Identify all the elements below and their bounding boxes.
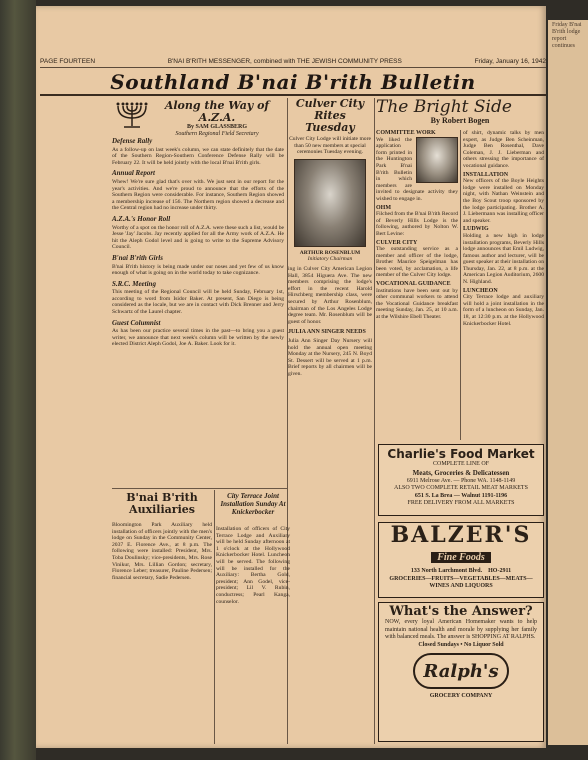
column-divider: [460, 130, 461, 440]
page-number: PAGE FOURTEEN: [40, 58, 96, 65]
ad-line: 651 S. La Brea — Walnut 1191-1196: [414, 492, 508, 499]
section-text: B'nai B'rith history is being made under our noses and yet few of us know enough of what is going on in the world today to take cognizance.: [112, 263, 284, 277]
bright-side-title: The Bright Side: [376, 97, 512, 117]
section-heading: LUDWIG: [463, 226, 489, 233]
ralphs-logo: Ralph's: [413, 653, 509, 689]
divider: [112, 488, 288, 489]
section-text: New officers of the Boyle Heights lodge were installed on Monday night, with Nathan Weinstein and the Boy Scout troop sponsored by the lodge participating. Brother A. J. Liebermann was installing officer and speaker.: [463, 178, 544, 224]
section-text: of shirt, dynamic talks by men expert, as Judge Ben Scheinman, Judge Ben Rosenthal, Dave Coleman, J. J. Lieberman and others stressing the importance of vocational guidance.: [463, 130, 544, 169]
section-heading: Guest Columnist: [112, 318, 161, 327]
ad-title: Charlie's Food Market: [387, 447, 535, 461]
terrace-title: City Terrace Joint Installation Sunday At Knickerbocker: [220, 492, 286, 516]
section-text: The outstanding service as a member and officer of the lodge, Brother Maurice Speigelman has been voted, by acclamation, a life member of the Culver City lodge.: [376, 246, 458, 279]
column-divider: [214, 490, 215, 744]
ad-line: 6911 Melrose Ave. — Phone WA. 1148-1149: [406, 477, 516, 484]
masthead-title: Southland B'nai B'rith Bulletin: [40, 70, 546, 96]
section-heading: A.Z.A.'s Honor Roll: [112, 214, 171, 223]
section-text: This meeting of the Regional Council will be held Sunday, February 1st, according to word from Isidor Baker. At present, San Diego is being considered as the locale, but we are in contact with Dick Brenner and Jerry Schwartz of the Laurel chapter.: [112, 289, 284, 316]
ad-title: BALZER'S: [390, 522, 532, 548]
section-text: We liked the application form printed in the Huntington Park B'nai B'rith Bulletin in which members are invited to designate activity they wished to engage in.: [376, 136, 458, 202]
auxiliaries-title: B'nai B'rith Auxiliaries: [126, 491, 198, 516]
culver-title: Culver City Rites Tuesday: [295, 97, 365, 134]
section-heading: LUNCHEON: [463, 287, 498, 294]
portrait-photo: [294, 159, 366, 247]
ad-line: FREE DELIVERY FROM ALL MARKETS: [407, 500, 515, 506]
section-text: Holding a new high in lodge installation programs, Beverly Hills lodge announces that Emil Ludwig, famous author and lecturer, will be guest speaker at their installation on Thursday, Jan. 22, at 8 p.m. at the American Legion Auditorium, 2600 N. Highland.: [463, 232, 544, 286]
auxiliaries-text: Bloomington Park Auxiliary held installation of officers jointly with the men's lodge on Sunday in the Community Center, 2037 E. Florence Ave., at 8 p.m. The following were installed: President, Mrs. Toba Doulinsky; vice-presidents, Mrs. Rose Vinikur, Mrs. Lillian Gordon; secretary, Florence Leber; treasurer, Pauline Pedersen; financial secretary, Sadie Pedersen.: [112, 522, 212, 581]
paper-name: B'NAI B'RITH MESSENGER, combined with THE JEWISH COMMUNITY PRESS: [167, 58, 402, 65]
section-heading: VOCATIONAL GUIDANCE: [376, 281, 451, 288]
book-binding: [0, 0, 36, 760]
terrace-text: Installation of officers of City Terrace Lodge and Auxiliary will be held Sunday afternoon at 1 o'clock at the Hollywood Knickerbocker Hotel. Luncheon will be served. The following will be installed for the Auxiliary: Bertha Gold, president; Ann Godel, vice-president; Lil V. Rubin, conductress; Pearl Kanga, counselor.: [216, 526, 290, 605]
section-text: Institutions have been sent out by other communal workers to attend the Vocational Guidance breakfast meeting Sunday, Jan. 25, at 10 a.m. at the Wilshire Ebell Theater.: [376, 287, 458, 321]
photo-caption: ARTHUR ROSENBLUM: [299, 249, 361, 256]
section-heading: Defense Rally: [112, 137, 153, 145]
auxiliaries-body: [112, 522, 212, 744]
aza-byline-title: Southern Regional Field Secretary: [175, 131, 259, 137]
issue-date: Friday, January 16, 1942: [474, 58, 546, 65]
ad-line: Closed Sundays • No Liquor Sold: [418, 641, 504, 648]
section-text: As a follow-up on last week's column, we can state definitely that the date of the Southern Region-Southern Conference Defense Rally will be February 22. It will be held jointly with the local B'nai B'rith girls.: [112, 146, 284, 166]
ad-subtitle: Fine Foods: [431, 552, 491, 563]
ad-line: COMPLETE LINE OF: [433, 461, 489, 467]
section-heading: B'nai B'rith Girls: [112, 253, 163, 262]
bright-side-left: [376, 130, 458, 442]
culver-column: [288, 98, 372, 744]
ad-title: What's the Answer?: [389, 604, 533, 619]
aza-byline: By SAM GLASSBERG: [186, 124, 247, 130]
ad-address-row: [379, 568, 543, 576]
ad-text: NOW, every loyal American Homemaker wants to help maintain national health and morale by supplying her family with balanced meals. The answer is SHOPPING AT RALPHS.: [385, 619, 537, 640]
section-text: Whew! We're sure glad that's over with. We just sent in our report for the year's activities. And we're proud to announce that the efforts of the Southern Region were considerable. For instance, Southern Region showed a membership increase of 156. The Northern region showed a decrease and the Central region had no increase under thirty.: [112, 178, 284, 212]
ad-line: Meats, Groceries & Delicatessen: [412, 468, 510, 477]
section-heading: INSTALLATION: [463, 171, 509, 178]
section-text: As has been our practice several times in the past—to bring you a guest writer, we announce that next week's column will be written by the newly elected District Aleph Godol, Joe A. Baker. Look for it.: [112, 328, 284, 348]
section-heading: OHM: [376, 204, 391, 211]
culver-lead: Culver City Lodge will initiate more than 50 new members at special ceremonies Tuesday evening.: [289, 136, 371, 156]
section-heading: Annual Report: [112, 169, 155, 178]
page-header: [40, 58, 546, 68]
column-divider: [374, 98, 375, 744]
section-heading: CULVER CITY: [376, 239, 418, 246]
bright-side-right: [463, 130, 544, 442]
section-heading: COMMITTEE WORK: [376, 130, 436, 136]
ad-line: ALSO TWO COMPLETE RETAIL MEAT MARKETS: [394, 485, 528, 491]
ralphs-ad: [378, 602, 544, 742]
photo-subcaption: Initiatory Chairman: [307, 256, 353, 263]
adjacent-page-edge: [548, 20, 588, 745]
lodges-text: Julia Ann Singer Day Nursery will hold the annual open meeting Monday at the Nursery, 245 N. Boyd St. Dessert will be served at 1 p.m. Brief reports by all chairmen will be given.: [288, 337, 372, 377]
section-text: Filched from the B'nai B'rith Record of Beverly Hills Lodge is the following, authored by Nolton W. Bert Levine:: [376, 211, 458, 237]
lodges-heading: JULIA ANN SINGER NEEDS: [288, 329, 366, 336]
aza-column-body: [112, 134, 284, 484]
section-text: City Terrace lodge and auxiliary will hold a joint installation in the form of a luncheon on Sunday, Jan. 18, at 12:30 p.m. at the Hollywood Knickerbocker Hotel.: [463, 294, 544, 327]
charlies-food-market-ad: [378, 444, 544, 516]
ad-line: GROCERIES—FRUITS—VEGETABLES—MEATS—WINES AND LIQUORS: [389, 575, 533, 589]
culver-body: ing in Culver City American Legion Hall, 3854 Higuera Ave. The new members comprising the lodge's effort in the recent Harold Hirschberg membership class, were secured by Arthur Rosenblum, chairman of the Los Angeles Lodge degree team. Mr. Rosenblum will be guest of honor.: [288, 265, 372, 325]
ad-address: 133 North Larchmont Blvd.: [410, 568, 483, 574]
terrace-body: [216, 526, 290, 744]
ad-line: GROCERY COMPANY: [429, 693, 493, 699]
balzers-ad: [378, 522, 544, 598]
menorah-icon: [112, 100, 152, 130]
section-heading: S.R.C. Meeting: [112, 279, 156, 288]
aza-title: Along the Way of A.Z.A.: [164, 99, 270, 124]
section-text: Worthy of a spot on the honor roll of A.Z.A. were these such a list, would be Jesse 'Jay' Jacobs. Jay recently applied for all the Army work of A.Z.A. He hit the Aleph Godol level and is going to write to the Supreme Advisory Council.: [112, 224, 284, 251]
ad-phone: HO-2911: [488, 568, 512, 574]
adjacent-page-text: Friday B'nai B'rith lodge report continues: [552, 22, 582, 49]
bright-side-byline: By Robert Bogen: [430, 116, 490, 125]
portrait-photo: [416, 137, 458, 183]
